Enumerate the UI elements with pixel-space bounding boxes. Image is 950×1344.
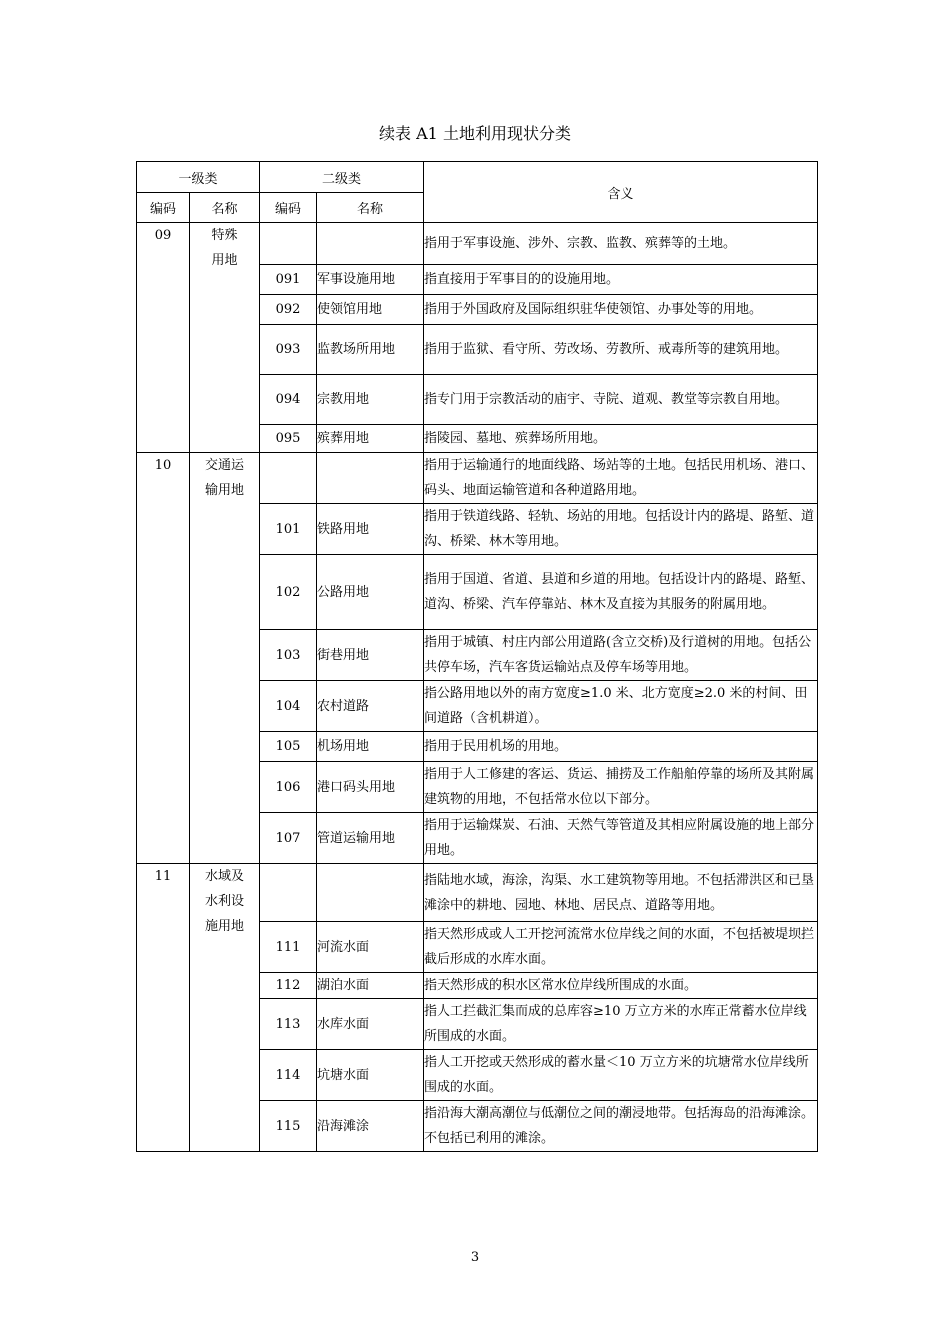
level1-name-line: 水域及 <box>205 869 245 884</box>
level2-code: 101 <box>260 504 317 555</box>
empty-cell <box>260 864 317 922</box>
table-body <box>137 223 818 1152</box>
level1-name <box>190 223 260 453</box>
level2-meaning: 指人工拦截汇集而成的总库容≥10 万立方米的水库正常蓄水位岸线所围成的水面。 <box>424 999 818 1050</box>
level2-meaning: 指用于铁道线路、轻轨、场站的用地。包括设计内的路堤、路堑、道沟、桥梁、林木等用地。 <box>424 504 818 555</box>
level2-name: 沿海滩涂 <box>317 1101 424 1152</box>
land-use-table <box>136 161 818 1152</box>
level2-name: 军事设施用地 <box>317 265 424 295</box>
level2-name: 公路用地 <box>317 555 424 630</box>
level1-code-header: 编码 <box>137 193 190 223</box>
level2-code: 113 <box>260 999 317 1050</box>
level2-meaning: 指公路用地以外的南方宽度≥1.0 米、北方宽度≥2.0 米的村间、田间道路（含机耕道）。 <box>424 681 818 732</box>
level2-meaning: 指天然形成或人工开挖河流常水位岸线之间的水面，不包括被堤坝拦截后形成的水库水面。 <box>424 922 818 973</box>
empty-cell <box>260 223 317 265</box>
level2-meaning: 指用于国道、省道、县道和乡道的用地。包括设计内的路堤、路堑、道沟、桥梁、汽车停靠站、林木及直接为其服务的附属用地。 <box>424 555 818 630</box>
table-row <box>137 223 818 265</box>
level2-name: 殡葬用地 <box>317 425 424 453</box>
empty-cell <box>317 453 424 504</box>
level2-code: 105 <box>260 732 317 762</box>
level2-code: 104 <box>260 681 317 732</box>
level1-name <box>190 453 260 864</box>
level2-name: 机场用地 <box>317 732 424 762</box>
level2-code: 111 <box>260 922 317 973</box>
level2-meaning: 指用于外国政府及国际组织驻华使领馆、办事处等的用地。 <box>424 295 818 325</box>
level2-name: 宗教用地 <box>317 375 424 425</box>
level2-code: 095 <box>260 425 317 453</box>
level2-meaning: 指用于监狱、看守所、劳改场、劳教所、戒毒所等的建筑用地。 <box>424 325 818 375</box>
level1-name-line: 输用地 <box>205 483 245 498</box>
level2-name: 坑塘水面 <box>317 1050 424 1101</box>
table-row <box>137 864 818 922</box>
level2-name: 河流水面 <box>317 922 424 973</box>
level2-code: 112 <box>260 973 317 999</box>
level2-name: 街巷用地 <box>317 630 424 681</box>
level2-code: 103 <box>260 630 317 681</box>
level2-name: 湖泊水面 <box>317 973 424 999</box>
level1-meaning: 指用于军事设施、涉外、宗教、监教、殡葬等的土地。 <box>424 223 818 265</box>
level1-meaning: 指陆地水域，海涂，沟渠、水工建筑物等用地。不包括滞洪区和已垦滩涂中的耕地、园地、林地、居民点、道路等用地。 <box>424 864 818 922</box>
level1-code: 09 <box>137 223 190 453</box>
level2-name: 监教场所用地 <box>317 325 424 375</box>
level1-name <box>190 864 260 1152</box>
level2-name: 水库水面 <box>317 999 424 1050</box>
level2-meaning: 指天然形成的积水区常水位岸线所围成的水面。 <box>424 973 818 999</box>
level1-code: 10 <box>137 453 190 864</box>
empty-cell <box>317 223 424 265</box>
page-number: 3 <box>470 1250 480 1265</box>
level2-name: 农村道路 <box>317 681 424 732</box>
level1-meaning: 指用于运输通行的地面线路、场站等的土地。包括民用机场、港口、码头、地面运输管道和各种道路用地。 <box>424 453 818 504</box>
table-title: 续表 A1 土地利用现状分类 <box>379 124 571 143</box>
level1-name-line: 交通运 <box>205 458 245 473</box>
level2-code-header: 编码 <box>260 193 317 223</box>
level2-header: 二级类 <box>260 162 424 193</box>
level2-code: 094 <box>260 375 317 425</box>
level1-name-line: 施用地 <box>205 919 245 934</box>
table-row <box>137 453 818 504</box>
level2-meaning: 指沿海大潮高潮位与低潮位之间的潮浸地带。包括海岛的沿海滩涂。不包括已利用的滩涂。 <box>424 1101 818 1152</box>
level2-meaning: 指陵园、墓地、殡葬场所用地。 <box>424 425 818 453</box>
level1-name-line: 特殊 <box>211 228 238 243</box>
level1-header: 一级类 <box>137 162 260 193</box>
level2-name: 管道运输用地 <box>317 813 424 864</box>
level2-code: 102 <box>260 555 317 630</box>
level2-code: 092 <box>260 295 317 325</box>
level2-code: 093 <box>260 325 317 375</box>
level2-code: 106 <box>260 762 317 813</box>
empty-cell <box>317 864 424 922</box>
level2-name: 铁路用地 <box>317 504 424 555</box>
level2-meaning: 指用于民用机场的用地。 <box>424 732 818 762</box>
meaning-header: 含义 <box>424 162 818 223</box>
level1-code: 11 <box>137 864 190 1152</box>
level1-name-header: 名称 <box>190 193 260 223</box>
level2-meaning: 指直接用于军事目的的设施用地。 <box>424 265 818 295</box>
level2-code: 115 <box>260 1101 317 1152</box>
level2-meaning: 指用于城镇、村庄内部公用道路(含立交桥)及行道树的用地。包括公共停车场，汽车客货运输站点及停车场等用地。 <box>424 630 818 681</box>
level2-name: 使领馆用地 <box>317 295 424 325</box>
level2-meaning: 指用于运输煤炭、石油、天然气等管道及其相应附属设施的地上部分用地。 <box>424 813 818 864</box>
level2-meaning: 指人工开挖或天然形成的蓄水量＜10 万立方米的坑塘常水位岸线所围成的水面。 <box>424 1050 818 1101</box>
level2-meaning: 指专门用于宗教活动的庙宇、寺院、道观、教堂等宗教自用地。 <box>424 375 818 425</box>
empty-cell <box>260 453 317 504</box>
level1-name-line: 水利设 <box>205 894 245 909</box>
level2-code: 107 <box>260 813 317 864</box>
level2-meaning: 指用于人工修建的客运、货运、捕捞及工作船舶停靠的场所及其附属建筑物的用地，不包括常水位以下部分。 <box>424 762 818 813</box>
level2-name: 港口码头用地 <box>317 762 424 813</box>
level1-name-line: 用地 <box>211 253 238 268</box>
level2-name-header: 名称 <box>317 193 424 223</box>
level2-code: 091 <box>260 265 317 295</box>
level2-code: 114 <box>260 1050 317 1101</box>
